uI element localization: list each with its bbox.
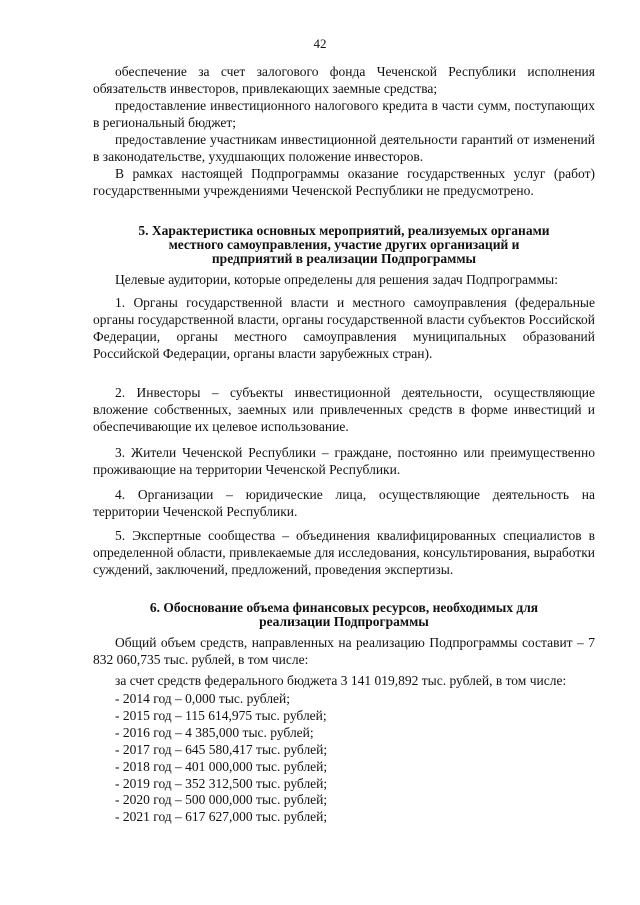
intro-paragraph-3: предоставление участникам инвестиционной деятельности гарантий от изменений в законодательстве, ухудшающих положение инвесторов. [93, 132, 595, 164]
section-5-intro: Целевые аудитории, которые определены для решения задач Подпрограммы: [115, 272, 558, 287]
section-6-heading-line-2: реализации Подпрограммы [259, 614, 429, 629]
section-6-federal: за счет средств федерального бюджета 3 141 019,892 тыс. рублей, в том числе: [115, 673, 567, 688]
year-item: - 2021 год – 617 627,000 тыс. рублей; [115, 809, 328, 825]
page-number: 42 [313, 36, 327, 51]
section-6-heading [93, 601, 595, 629]
year-item: - 2020 год – 500 000,000 тыс. рублей; [115, 792, 328, 808]
section-5-item-4: 4. Организации – юридические лица, осуществляющие деятельность на территории Чеченской Республики. [93, 487, 595, 519]
year-item: - 2017 год – 645 580,417 тыс. рублей; [115, 741, 328, 757]
section-6-year-list [93, 691, 595, 826]
section-5-item-2: 2. Инвесторы – субъекты инвестиционной деятельности, осуществляющие вложение собственных, заемных или привлеченных средств в форме инвестиций и обеспечивающие их целевое использование. [93, 385, 595, 434]
section-5-heading-line-2: местного самоуправления, участие других организаций и [168, 237, 520, 252]
section-5-item-1-block [93, 294, 595, 362]
section-5-heading [93, 224, 595, 266]
section-5-item-4-block [93, 486, 595, 520]
year-item: - 2015 год – 115 614,975 тыс. рублей; [115, 707, 327, 723]
year-item: - 2019 год – 352 312,500 тыс. рублей; [115, 775, 328, 791]
section-5-item-5: 5. Экспертные сообщества – объединения квалифицированных специалистов в определенной области, привлекаемые для исследования, консультирования, выработки суждений, заключений, предложений, проведения экспертизы. [93, 528, 595, 577]
year-item: - 2016 год – 4 385,000 тыс. рублей; [115, 724, 314, 740]
section-5-item-2-block [93, 384, 595, 435]
year-item: - 2018 год – 401 000,000 тыс. рублей; [115, 758, 328, 774]
section-6-total: Общий объем средств, направленных на реализацию Подпрограммы составит – 7 832 060,735 тыс. рублей, в том числе: [93, 635, 595, 667]
intro-paragraph-4: В рамках настоящей Подпрограммы оказание государственных услуг (работ) государственными учреждениями Чеченской Республики не предусмотрено. [93, 166, 595, 198]
section-6-body [93, 634, 595, 826]
section-5-item-5-block [93, 527, 595, 578]
section-6-heading-line-1: 6. Обоснование объема финансовых ресурсов, необходимых для [149, 600, 539, 615]
section-5-heading-line-3: предприятий в реализации Подпрограммы [211, 251, 477, 266]
intro-block [93, 63, 595, 199]
section-5-heading-line-1: 5. Характеристика основных мероприятий, реализуемых органами [138, 223, 550, 238]
year-item: - 2014 год – 0,000 тыс. рублей; [115, 691, 291, 706]
section-5-item-3: 3. Жители Чеченской Республики – граждане, постоянно или преимущественно проживающие на территории Чеченской Республики. [93, 445, 595, 477]
intro-paragraph-1: обеспечение за счет залогового фонда Чеченской Республики исполнения обязательств инвесторов, привлекающих заемные средства; [93, 64, 595, 96]
section-5-item-1: 1. Органы государственной власти и местного самоуправления (федеральные органы государственной власти, органы государственной власти субъектов Российской Федерации, органы местного самоуправления муниципальных образований Российской Федерации, органы власти зарубежных стран). [93, 295, 595, 361]
section-5-item-3-block [93, 444, 595, 478]
section-5-intro-block [93, 271, 595, 288]
intro-paragraph-2: предоставление инвестиционного налогового кредита в части сумм, поступающих в региональный бюджет; [93, 98, 595, 130]
